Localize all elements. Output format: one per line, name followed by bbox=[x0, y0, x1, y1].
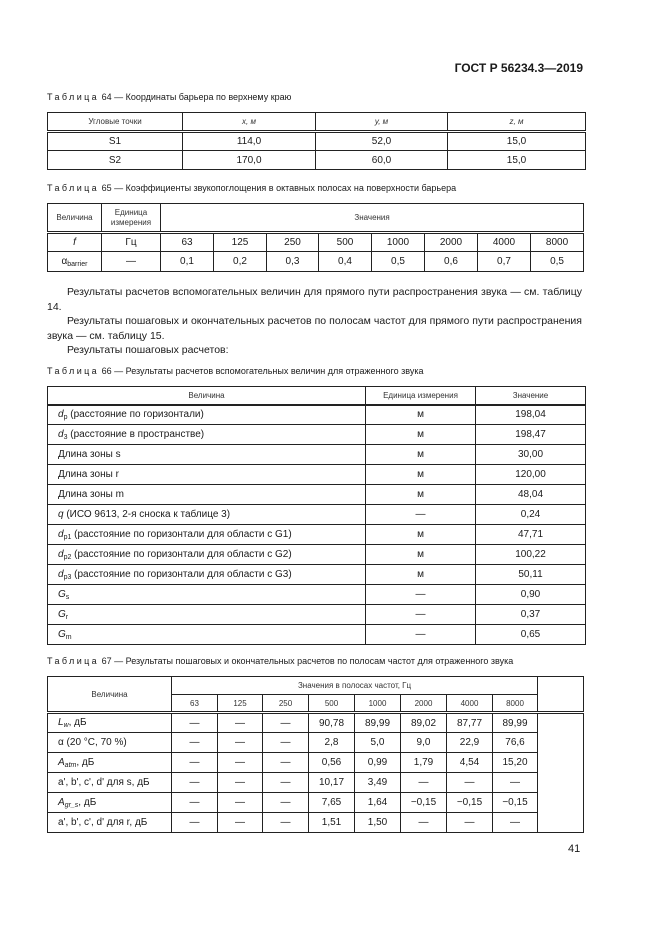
description: a', b', c', d' для r, дБ bbox=[58, 817, 148, 828]
description: Длина зоны r bbox=[58, 469, 119, 480]
description: (расстояние по горизонтали) bbox=[67, 408, 204, 420]
value-cell: 48,04 bbox=[476, 485, 586, 505]
frequency-header: 1000 bbox=[355, 695, 401, 713]
symbol: G bbox=[58, 608, 66, 620]
caption-prefix: Таблица bbox=[47, 656, 100, 666]
frequency-header: 250 bbox=[263, 695, 309, 713]
cell: 0,5 bbox=[372, 252, 425, 272]
description: , дБ bbox=[76, 756, 95, 768]
table-row bbox=[48, 445, 586, 465]
table-row bbox=[48, 505, 586, 525]
frequency-header: 500 bbox=[309, 695, 355, 713]
value-cell: 198,47 bbox=[476, 425, 586, 445]
quantity-cell bbox=[48, 405, 366, 425]
description: (расстояние по горизонтали для области с G3) bbox=[71, 568, 292, 580]
symbol: α bbox=[61, 255, 68, 267]
paragraph: Результаты пошаговых и окончательных расчетов по полосам частот для прямого пути распространения звука — см. таблицу 15. bbox=[47, 315, 582, 342]
table-row bbox=[48, 713, 584, 733]
value-cell: 1,51 bbox=[309, 813, 355, 833]
quantity-cell bbox=[48, 585, 366, 605]
quantity-cell bbox=[48, 605, 366, 625]
cell: 63 bbox=[161, 233, 214, 252]
table-67 bbox=[47, 676, 584, 833]
value-cell: 1,79 bbox=[401, 753, 447, 773]
unit-line-2: измерения bbox=[110, 217, 152, 227]
table-row bbox=[48, 132, 586, 151]
value-cell: 0,56 bbox=[309, 753, 355, 773]
column-header: Угловые точки bbox=[48, 113, 183, 132]
table-row bbox=[48, 565, 586, 585]
value-cell: — bbox=[172, 773, 218, 793]
row-unit: — bbox=[102, 252, 161, 272]
quantity-cell bbox=[48, 525, 366, 545]
value-cell: — bbox=[172, 733, 218, 753]
paragraph: Результаты пошаговых расчетов: bbox=[67, 344, 229, 357]
table-row-alpha bbox=[48, 252, 584, 272]
table-header-row bbox=[48, 113, 586, 132]
table-row bbox=[48, 773, 584, 793]
unit-cell: м bbox=[366, 445, 476, 465]
subscript: m bbox=[65, 633, 72, 641]
subscript: atm bbox=[64, 761, 77, 769]
value-cell: 50,11 bbox=[476, 565, 586, 585]
cell: 2000 bbox=[425, 233, 478, 252]
value-cell: 0,37 bbox=[476, 605, 586, 625]
symbol: q bbox=[58, 509, 64, 520]
table-row bbox=[48, 425, 586, 445]
value-cell: — bbox=[172, 713, 218, 733]
value-cell: — bbox=[263, 753, 309, 773]
value-cell: — bbox=[172, 793, 218, 813]
empty-cell bbox=[538, 713, 584, 833]
value-cell: 1,50 bbox=[355, 813, 401, 833]
unit-cell: м bbox=[366, 565, 476, 585]
description: , дБ bbox=[68, 717, 87, 728]
value-cell: 120,00 bbox=[476, 465, 586, 485]
symbol: d bbox=[58, 408, 64, 420]
quantity-cell bbox=[48, 813, 172, 833]
frequency-header: 2000 bbox=[401, 695, 447, 713]
symbol: G bbox=[58, 628, 66, 640]
cell: 250 bbox=[267, 233, 319, 252]
value-cell: 90,78 bbox=[309, 713, 355, 733]
value-cell: −0,15 bbox=[493, 793, 538, 813]
quantity-cell bbox=[48, 485, 366, 505]
value-cell: — bbox=[401, 773, 447, 793]
subscript: p1 bbox=[63, 533, 72, 541]
body-text bbox=[47, 285, 582, 358]
row-name: f bbox=[48, 233, 102, 252]
value-cell: — bbox=[218, 813, 263, 833]
column-header-values: Значения bbox=[161, 204, 584, 233]
subscript: r bbox=[65, 613, 69, 621]
value-cell: 0,99 bbox=[355, 753, 401, 773]
description: Длина зоны s bbox=[58, 449, 121, 460]
caption-text: 65 — Коэффициенты звукопоглощения в октавных полосах на поверхности барьера bbox=[99, 183, 457, 193]
value-cell: 5,0 bbox=[355, 733, 401, 753]
row-name bbox=[48, 252, 102, 272]
table-row bbox=[48, 793, 584, 813]
cell: 15,0 bbox=[448, 151, 586, 170]
quantity-cell bbox=[48, 565, 366, 585]
cell: 1000 bbox=[372, 233, 425, 252]
value-cell: — bbox=[172, 813, 218, 833]
quantity-cell bbox=[48, 545, 366, 565]
unit-cell: м bbox=[366, 405, 476, 425]
value-cell: — bbox=[218, 713, 263, 733]
value-cell: 198,04 bbox=[476, 405, 586, 425]
subscript: 3 bbox=[63, 433, 68, 441]
value-cell: — bbox=[263, 813, 309, 833]
symbol: A bbox=[58, 796, 65, 808]
unit-cell: м bbox=[366, 465, 476, 485]
column-header-group: Значения в полосах частот, Гц bbox=[172, 677, 538, 695]
quantity-cell bbox=[48, 625, 366, 645]
empty-header-cell bbox=[538, 677, 584, 713]
quantity-cell bbox=[48, 773, 172, 793]
unit-line-1: Единица bbox=[114, 207, 148, 217]
table-row-f bbox=[48, 233, 584, 252]
value-cell: — bbox=[263, 733, 309, 753]
value-cell: 2,8 bbox=[309, 733, 355, 753]
column-header: Величина bbox=[48, 387, 366, 405]
value-cell: — bbox=[401, 813, 447, 833]
table-row bbox=[48, 485, 586, 505]
table-row bbox=[48, 605, 586, 625]
table-row bbox=[48, 525, 586, 545]
description: (расстояние по горизонтали для области с G1) bbox=[71, 528, 292, 540]
unit-cell: — bbox=[366, 625, 476, 645]
quantity-cell bbox=[48, 505, 366, 525]
value-cell: 22,9 bbox=[447, 733, 493, 753]
description: a', b', c', d' для s, дБ bbox=[58, 777, 150, 788]
description: (расстояние по горизонтали для области с G2) bbox=[71, 548, 292, 560]
value-cell: 15,20 bbox=[493, 753, 538, 773]
value-cell: 89,99 bbox=[355, 713, 401, 733]
value-cell: 3,49 bbox=[355, 773, 401, 793]
quantity-cell bbox=[48, 465, 366, 485]
caption-prefix: Таблица bbox=[47, 183, 100, 193]
value-cell: 76,6 bbox=[493, 733, 538, 753]
cell: S2 bbox=[48, 151, 183, 170]
row-unit: Гц bbox=[102, 233, 161, 252]
column-header: Значение bbox=[476, 387, 586, 405]
subscript: gr_s bbox=[64, 801, 79, 809]
caption-prefix: Таблица bbox=[47, 92, 100, 102]
quantity-cell bbox=[48, 793, 172, 813]
value-cell: 0,65 bbox=[476, 625, 586, 645]
subscript: s bbox=[65, 593, 70, 601]
column-header: z, м bbox=[448, 113, 586, 132]
description: (расстояние в пространстве) bbox=[67, 428, 205, 440]
cell: 0,2 bbox=[214, 252, 267, 272]
column-header: Единица измерения bbox=[366, 387, 476, 405]
value-cell: — bbox=[447, 813, 493, 833]
table-65-caption bbox=[47, 183, 456, 193]
quantity-cell bbox=[48, 733, 172, 753]
value-cell: 10,17 bbox=[309, 773, 355, 793]
caption-text: 64 — Координаты барьера по верхнему краю bbox=[99, 92, 292, 102]
cell: 4000 bbox=[478, 233, 531, 252]
value-cell: — bbox=[263, 713, 309, 733]
symbol: d bbox=[58, 428, 64, 440]
value-cell: 87,77 bbox=[447, 713, 493, 733]
value-cell: 4,54 bbox=[447, 753, 493, 773]
column-header: y, м bbox=[316, 113, 448, 132]
table-66-caption bbox=[47, 366, 423, 376]
table-65 bbox=[47, 203, 584, 272]
symbol: L bbox=[58, 717, 64, 728]
value-cell: — bbox=[263, 773, 309, 793]
column-header-quantity: Величина bbox=[48, 204, 102, 233]
value-cell: 0,90 bbox=[476, 585, 586, 605]
unit-cell: м bbox=[366, 485, 476, 505]
frequency-header: 125 bbox=[218, 695, 263, 713]
cell: 114,0 bbox=[183, 132, 316, 151]
cell: S1 bbox=[48, 132, 183, 151]
quantity-cell bbox=[48, 425, 366, 445]
symbol: d bbox=[58, 548, 64, 560]
symbol: d bbox=[58, 528, 64, 540]
quantity-cell bbox=[48, 713, 172, 733]
table-header-row bbox=[48, 204, 584, 233]
table-row bbox=[48, 545, 586, 565]
value-cell: 100,22 bbox=[476, 545, 586, 565]
value-cell: — bbox=[493, 773, 538, 793]
cell: 0,7 bbox=[478, 252, 531, 272]
cell: 500 bbox=[319, 233, 372, 252]
document-id: ГОСТ Р 56234.3—2019 bbox=[454, 61, 583, 75]
table-67-caption bbox=[47, 656, 513, 666]
unit-cell: — bbox=[366, 605, 476, 625]
symbol: G bbox=[58, 588, 66, 600]
value-cell: 89,02 bbox=[401, 713, 447, 733]
unit-cell: — bbox=[366, 505, 476, 525]
value-cell: −0,15 bbox=[401, 793, 447, 813]
cell: 8000 bbox=[531, 233, 584, 252]
unit-cell: м bbox=[366, 545, 476, 565]
table-row bbox=[48, 465, 586, 485]
table-64 bbox=[47, 112, 586, 170]
unit-cell: — bbox=[366, 585, 476, 605]
value-cell: — bbox=[218, 753, 263, 773]
description: (ИСО 9613, 2-я сноска к таблице 3) bbox=[63, 509, 231, 520]
unit-cell: м bbox=[366, 525, 476, 545]
subscript: w bbox=[63, 722, 69, 729]
subscript: p2 bbox=[63, 553, 72, 561]
value-cell: — bbox=[447, 773, 493, 793]
value-cell: 47,71 bbox=[476, 525, 586, 545]
value-cell: 89,99 bbox=[493, 713, 538, 733]
cell: 15,0 bbox=[448, 132, 586, 151]
subscript: barrier bbox=[67, 260, 88, 268]
value-cell: — bbox=[493, 813, 538, 833]
value-cell: — bbox=[172, 753, 218, 773]
value-cell: — bbox=[218, 773, 263, 793]
caption-prefix: Таблица bbox=[47, 366, 100, 376]
quantity-cell bbox=[48, 445, 366, 465]
value-cell: — bbox=[218, 733, 263, 753]
table-66 bbox=[47, 386, 586, 645]
value-cell: 0,24 bbox=[476, 505, 586, 525]
value-cell: 30,00 bbox=[476, 445, 586, 465]
quantity-cell bbox=[48, 753, 172, 773]
value-cell: 7,65 bbox=[309, 793, 355, 813]
table-row bbox=[48, 151, 586, 170]
value-cell: — bbox=[263, 793, 309, 813]
cell: 125 bbox=[214, 233, 267, 252]
cell: 60,0 bbox=[316, 151, 448, 170]
symbol: A bbox=[58, 756, 65, 768]
description: , дБ bbox=[78, 796, 97, 808]
description: α (20 °C, 70 %) bbox=[58, 737, 127, 748]
cell: 52,0 bbox=[316, 132, 448, 151]
cell: 0,5 bbox=[531, 252, 584, 272]
value-cell: — bbox=[218, 793, 263, 813]
frequency-header: 4000 bbox=[447, 695, 493, 713]
frequency-header: 63 bbox=[172, 695, 218, 713]
table-row bbox=[48, 753, 584, 773]
table-row bbox=[48, 585, 586, 605]
cell: 0,4 bbox=[319, 252, 372, 272]
cell: 0,1 bbox=[161, 252, 214, 272]
table-row bbox=[48, 625, 586, 645]
unit-cell: м bbox=[366, 425, 476, 445]
value-cell: 1,64 bbox=[355, 793, 401, 813]
table-row bbox=[48, 405, 586, 425]
cell: 0,6 bbox=[425, 252, 478, 272]
paragraph: Результаты расчетов вспомогательных величин для прямого пути распространения звука — см. таблицу 14. bbox=[47, 286, 582, 313]
value-cell: 9,0 bbox=[401, 733, 447, 753]
value-cell: −0,15 bbox=[447, 793, 493, 813]
column-header-quantity: Величина bbox=[48, 677, 172, 713]
column-header: x, м bbox=[183, 113, 316, 132]
subscript: p3 bbox=[63, 573, 72, 581]
cell: 170,0 bbox=[183, 151, 316, 170]
table-64-caption bbox=[47, 92, 291, 102]
caption-text: 66 — Результаты расчетов вспомогательных величин для отраженного звука bbox=[99, 366, 424, 376]
page-number: 41 bbox=[568, 843, 581, 855]
description: Длина зоны m bbox=[58, 489, 124, 500]
cell: 0,3 bbox=[267, 252, 319, 272]
table-row bbox=[48, 733, 584, 753]
table-header-row bbox=[48, 387, 586, 405]
caption-text: 67 — Результаты пошаговых и окончательных расчетов по полосам частот для отраженного звука bbox=[99, 656, 514, 666]
subscript: p bbox=[63, 413, 68, 421]
frequency-header: 8000 bbox=[493, 695, 538, 713]
table-header-row bbox=[48, 677, 584, 695]
table-row bbox=[48, 813, 584, 833]
symbol: d bbox=[58, 568, 64, 580]
column-header-unit bbox=[102, 204, 161, 233]
